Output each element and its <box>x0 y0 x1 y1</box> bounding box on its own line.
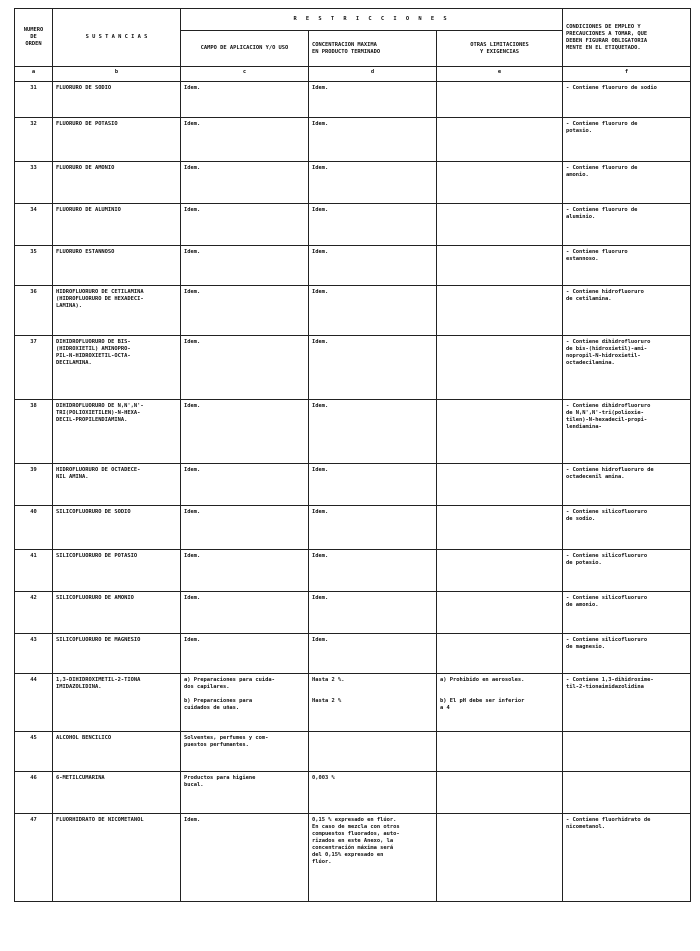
otras-cell <box>437 246 563 286</box>
otras-cell <box>437 336 563 400</box>
table-row <box>15 814 691 902</box>
table-row <box>15 464 691 506</box>
condiciones-cell: - Contiene fluorhidrato de nicometanol. <box>563 814 691 902</box>
table-row <box>15 162 691 204</box>
campo-item-b: b) Preparaciones para cuidados de uñas. <box>184 698 253 711</box>
row-number: 36 <box>15 286 53 336</box>
concentracion-cell: Idem. <box>309 550 437 592</box>
otras-cell <box>437 82 563 118</box>
table-row <box>15 732 691 772</box>
concentracion-cell: Idem. <box>309 592 437 634</box>
table-row <box>15 204 691 246</box>
concentracion-cell <box>309 732 437 772</box>
table-row <box>15 634 691 674</box>
campo-cell: Idem. <box>181 506 309 550</box>
column-letter: a <box>15 67 53 82</box>
otras-cell <box>437 732 563 772</box>
table-row <box>15 82 691 118</box>
row-number: 44 <box>15 674 53 732</box>
row-number: 35 <box>15 246 53 286</box>
concentracion-cell: 0,003 % <box>309 772 437 814</box>
condiciones-cell: - Contiene fluoruro estannoso. <box>563 246 691 286</box>
concentracion-cell: Idem. <box>309 246 437 286</box>
table-row <box>15 550 691 592</box>
otras-item-a: a) Prohibido en aerosoles. <box>440 677 525 683</box>
row-number: 32 <box>15 118 53 162</box>
substance-name: SILICOFLUORURO DE MAGNESIO <box>53 634 181 674</box>
row-number: 31 <box>15 82 53 118</box>
column-letter: e <box>437 67 563 82</box>
substance-name: HIDROFLUORURO DE CETILAMINA (HIDROFLUORURO DE HEXADECI- LAMINA). <box>53 286 181 336</box>
row-number: 41 <box>15 550 53 592</box>
header-otras: OTRAS LIMITACIONES Y EXIGENCIAS <box>437 31 563 67</box>
condiciones-cell <box>563 732 691 772</box>
table-row <box>15 592 691 634</box>
table-body <box>15 82 691 902</box>
otras-cell <box>437 634 563 674</box>
row-number: 37 <box>15 336 53 400</box>
otras-cell <box>437 674 563 732</box>
campo-item-a: a) Preparaciones para cuida- dos capilares. <box>184 677 275 690</box>
table-row <box>15 674 691 732</box>
table-row <box>15 400 691 464</box>
condiciones-cell: - Contiene dihidrofluoruro de bis-(hidroxietil)-ami- nopropil-N-hidroxietil- octadecilamina. <box>563 336 691 400</box>
conc-item-b: Hasta 2 % <box>312 698 342 704</box>
campo-cell: Idem. <box>181 246 309 286</box>
table-row <box>15 336 691 400</box>
substance-name: FLUORURO ESTANNOSO <box>53 246 181 286</box>
condiciones-cell <box>563 772 691 814</box>
conc-item-a: Hasta 2 %. <box>312 677 345 683</box>
header-numero-orden: NUMERO DE ORDEN <box>15 9 53 67</box>
substance-name: SILICOFLUORURO DE POTASIO <box>53 550 181 592</box>
concentracion-cell: Idem. <box>309 400 437 464</box>
substance-name: FLUORHIDRATO DE NICOMETANOL <box>53 814 181 902</box>
condiciones-cell: - Contiene silicofluoruro de magnesio. <box>563 634 691 674</box>
row-number: 33 <box>15 162 53 204</box>
condiciones-cell: - Contiene silicofluoruro de amonio. <box>563 592 691 634</box>
campo-cell: Solventes, perfumes y com- puestos perfumantes. <box>181 732 309 772</box>
campo-cell: Idem. <box>181 118 309 162</box>
concentracion-cell: Idem. <box>309 162 437 204</box>
campo-cell: Idem. <box>181 82 309 118</box>
concentracion-cell: Idem. <box>309 286 437 336</box>
substance-name: 1,3-DIHIDROXIMETIL-2-TIONA IMIDAZOLIDINA. <box>53 674 181 732</box>
concentracion-cell: Idem. <box>309 634 437 674</box>
restrictions-table <box>14 8 691 902</box>
row-number: 42 <box>15 592 53 634</box>
otras-cell <box>437 772 563 814</box>
condiciones-cell: - Contiene 1,3-dihidroxime- til-2-tionaimidazolidina <box>563 674 691 732</box>
substance-name: SILICOFLUORURO DE SODIO <box>53 506 181 550</box>
condiciones-cell: - Contiene hidrofluoruro de octadecenil amina. <box>563 464 691 506</box>
condiciones-cell: - Contiene fluoruro de potasio. <box>563 118 691 162</box>
campo-cell <box>181 674 309 732</box>
substance-name: 6-METILCUMARINA <box>53 772 181 814</box>
substance-name: FLUORURO DE ALUMINIO <box>53 204 181 246</box>
condiciones-cell: - Contiene hidrofluoruro de cetilamina. <box>563 286 691 336</box>
row-number: 46 <box>15 772 53 814</box>
campo-cell: Idem. <box>181 464 309 506</box>
otras-cell <box>437 400 563 464</box>
campo-cell: Idem. <box>181 814 309 902</box>
otras-cell <box>437 162 563 204</box>
substance-name: SILICOFLUORURO DE AMONIO <box>53 592 181 634</box>
row-number: 47 <box>15 814 53 902</box>
row-number: 39 <box>15 464 53 506</box>
header-condiciones: CONDICIONES DE EMPLEO Y PRECAUCIONES A TOMAR, QUE DEBEN FIGURAR OBLIGATORIA MENTE EN EL ETIQUETADO. <box>563 9 691 67</box>
substance-name: FLUORURO DE AMONIO <box>53 162 181 204</box>
campo-cell: Idem. <box>181 286 309 336</box>
concentracion-cell: Idem. <box>309 336 437 400</box>
otras-cell <box>437 464 563 506</box>
concentracion-cell <box>309 674 437 732</box>
campo-cell: Idem. <box>181 634 309 674</box>
campo-cell: Idem. <box>181 550 309 592</box>
substance-name: FLUORURO DE SODIO <box>53 82 181 118</box>
substance-name: FLUORURO DE POTASIO <box>53 118 181 162</box>
table-row <box>15 286 691 336</box>
condiciones-cell: - Contiene fluoruro de sodio <box>563 82 691 118</box>
table-row <box>15 118 691 162</box>
concentracion-cell: Idem. <box>309 464 437 506</box>
condiciones-cell: - Contiene silicofluoruro de potasio. <box>563 550 691 592</box>
concentracion-cell: Idem. <box>309 506 437 550</box>
column-letter: c <box>181 67 309 82</box>
row-number: 43 <box>15 634 53 674</box>
concentracion-cell: Idem. <box>309 204 437 246</box>
substance-name: DIHIDROFLUORURO DE BIS- (HIDROXIETIL) AMINOPRO- PIL-N-HIDROXIETIL-OCTA- DECILAMINA. <box>53 336 181 400</box>
otras-item-b: b) El pH debe ser inferior a 4 <box>440 698 525 711</box>
campo-cell: Idem. <box>181 400 309 464</box>
concentracion-cell: 0,15 % expresado en flúor. En caso de mezcla con otros compuestos fluorados, auto- rizados en este Anexo, la concentración máxima será del 0,15% expresado en flúor. <box>309 814 437 902</box>
column-letter: d <box>309 67 437 82</box>
concentracion-cell: Idem. <box>309 82 437 118</box>
table-row <box>15 246 691 286</box>
row-number: 34 <box>15 204 53 246</box>
condiciones-cell: - Contiene fluoruro de amonio. <box>563 162 691 204</box>
column-letter: f <box>563 67 691 82</box>
substance-name: HIDROFLUORURO DE OCTADECE- NIL AMINA. <box>53 464 181 506</box>
otras-cell <box>437 118 563 162</box>
campo-cell: Idem. <box>181 204 309 246</box>
column-letter: b <box>53 67 181 82</box>
campo-cell: Idem. <box>181 162 309 204</box>
substance-name: DIHIDROFLUORURO DE N,N',N'- TRI(POLIOXIETILEN)-N-HEXA- DECIL-PROPILENDIAMINA. <box>53 400 181 464</box>
table-row <box>15 772 691 814</box>
header-campo: CAMPO DE APLICACION Y/O USO <box>181 31 309 67</box>
campo-cell: Idem. <box>181 592 309 634</box>
otras-cell <box>437 286 563 336</box>
regulation-table-page <box>14 8 690 902</box>
otras-cell <box>437 506 563 550</box>
row-number: 38 <box>15 400 53 464</box>
header-concentracion: CONCENTRACION MAXIMA EN PRODUCTO TERMINADO <box>309 31 437 67</box>
condiciones-cell: - Contiene dihidrofluoruro de N,N',N'-tri(polioxie- tilen)-N-hexadecil-propi- lendiamina- <box>563 400 691 464</box>
condiciones-cell: - Contiene fluoruro de aluminio. <box>563 204 691 246</box>
table-row <box>15 506 691 550</box>
condiciones-cell: - Contiene silicofluoruro de sodio. <box>563 506 691 550</box>
otras-cell <box>437 814 563 902</box>
row-number: 40 <box>15 506 53 550</box>
row-number: 45 <box>15 732 53 772</box>
campo-cell: Productos para higiene bucal. <box>181 772 309 814</box>
substance-name: ALCOHOL BENCILICO <box>53 732 181 772</box>
header-restricciones: R E S T R I C C I O N E S <box>181 9 563 31</box>
otras-cell <box>437 592 563 634</box>
header-sustancias: S U S T A N C I A S <box>53 9 181 67</box>
otras-cell <box>437 550 563 592</box>
campo-cell: Idem. <box>181 336 309 400</box>
otras-cell <box>437 204 563 246</box>
concentracion-cell: Idem. <box>309 118 437 162</box>
